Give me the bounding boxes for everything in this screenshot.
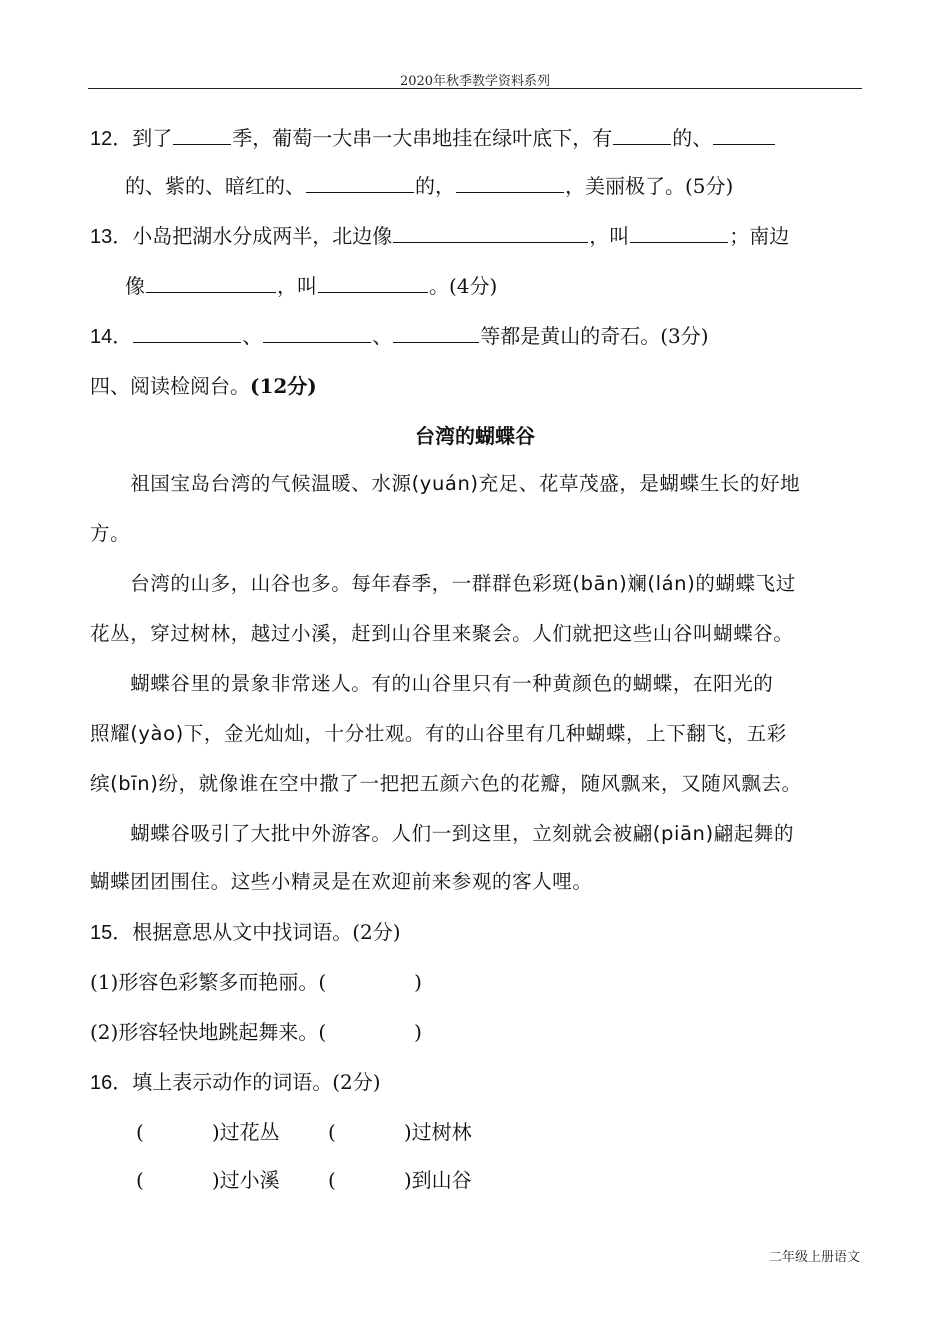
- answer-blank[interactable]: [133, 320, 241, 343]
- question-number: 15．: [90, 922, 133, 944]
- answer-blank[interactable]: [456, 170, 564, 193]
- passage-line: 蝴蝶团团围住。这些小精灵是在欢迎前来参观的客人哩。: [90, 870, 593, 893]
- passage-line: 蝴蝶谷里的景象非常迷人。有的山谷里只有一种黄颜色的蝴蝶，在阳光的: [90, 672, 774, 695]
- question-16-item-3: [136, 1164, 280, 1196]
- passage-line: 蝴蝶谷吸引了大批中外游客。人们一到这里，立刻就会被翩(piān)翩起舞的: [90, 822, 795, 845]
- question-number: 16．: [90, 1072, 133, 1094]
- question-number: 14．: [90, 326, 133, 348]
- answer-blank[interactable]: [318, 270, 428, 293]
- question-text: 等都是黄山的奇石。(3分): [480, 324, 709, 348]
- question-text: 的，: [415, 174, 455, 198]
- question-text: 的、紫的、暗红的、: [125, 174, 305, 198]
- passage-line: 缤(bīn)纷，就像谁在空中撒了一把把五颜六色的花瓣，随风飘来，又随风飘去。: [90, 772, 802, 795]
- question-text: 小岛把湖水分成两半，北边像: [132, 224, 393, 248]
- section-label: 四、阅读检阅台。: [90, 374, 250, 398]
- question-13-line-2: [125, 270, 497, 302]
- answer-blank[interactable]: [263, 320, 371, 343]
- passage-line: 祖国宝岛台湾的气候温暖、水源(yuán)充足、花草茂盛，是蝴蝶生长的好地: [90, 472, 801, 495]
- section-heading: [90, 370, 317, 402]
- answer-blank[interactable]: [146, 270, 276, 293]
- answer-blank[interactable]: [393, 320, 479, 343]
- question-14-line: [90, 320, 709, 352]
- question-12-line-2: [125, 170, 733, 202]
- answer-blank[interactable]: [613, 122, 671, 145]
- question-16-item-4: [328, 1164, 472, 1196]
- passage-line: 方。: [90, 522, 131, 545]
- passage-line: 台湾的山多，山谷也多。每年春季，一群群色彩斑(bān)斓(lán)的蝴蝶飞过: [90, 572, 796, 595]
- item-open: (: [136, 1120, 144, 1144]
- page-footer: 二年级上册语文: [768, 1250, 860, 1265]
- question-15-item-1: [90, 966, 422, 998]
- answer-blank[interactable]: [173, 122, 231, 145]
- question-text: ，叫: [589, 224, 630, 248]
- answer-blank[interactable]: [630, 220, 728, 243]
- question-number: 13．: [90, 226, 133, 248]
- question-text: 像: [125, 274, 145, 298]
- question-text: 季，葡萄一大串一大串地挂在绿叶底下，有: [232, 126, 613, 150]
- question-text: 到了: [132, 126, 173, 150]
- question-text: ，叫: [277, 274, 317, 298]
- question-16-prompt: [90, 1066, 381, 1098]
- separator: 、: [242, 324, 263, 348]
- answer-blank[interactable]: [306, 170, 414, 193]
- item-close: ): [414, 1020, 422, 1044]
- item-text: )到山谷: [403, 1168, 472, 1192]
- answer-blank[interactable]: [713, 122, 775, 145]
- section-score: (12分): [250, 374, 317, 398]
- header-rule: [88, 88, 862, 89]
- question-16-item-1: [136, 1116, 280, 1148]
- passage-title: 台湾的蝴蝶谷: [415, 424, 535, 448]
- question-number: 12．: [90, 128, 133, 150]
- item-open: (: [136, 1168, 144, 1192]
- question-15-item-2: [90, 1016, 422, 1048]
- answer-blank[interactable]: [393, 220, 588, 243]
- question-13-line-1: [90, 220, 789, 252]
- question-text: 根据意思从文中找词语。(2分): [132, 920, 401, 944]
- question-text: 。(4分): [429, 274, 498, 298]
- item-text: (1)形容色彩繁多而艳丽。(: [90, 970, 327, 994]
- item-open: (: [328, 1120, 336, 1144]
- question-16-item-2: [328, 1116, 472, 1148]
- item-text: )过花丛: [211, 1120, 280, 1144]
- item-close: ): [414, 970, 422, 994]
- question-text: ；南边: [729, 224, 790, 248]
- passage-line: 花丛，穿过树林，越过小溪，赶到山谷里来聚会。人们就把这些山谷叫蝴蝶谷。: [90, 622, 794, 645]
- item-text: (2)形容轻快地跳起舞来。(: [90, 1020, 327, 1044]
- question-text: 的、: [672, 126, 713, 150]
- question-text: 填上表示动作的词语。(2分): [132, 1070, 381, 1094]
- question-15-prompt: [90, 916, 401, 948]
- item-open: (: [328, 1168, 336, 1192]
- passage-line: 照耀(yào)下，金光灿灿，十分壮观。有的山谷里有几种蝴蝶，上下翻飞，五彩: [90, 722, 787, 745]
- item-text: )过小溪: [211, 1168, 280, 1192]
- page-header: 2020年秋季教学资料系列: [399, 74, 551, 89]
- question-text: ，美丽极了。(5分): [565, 174, 734, 198]
- question-12-line-1: [90, 122, 776, 154]
- item-text: )过树林: [403, 1120, 472, 1144]
- separator: 、: [372, 324, 393, 348]
